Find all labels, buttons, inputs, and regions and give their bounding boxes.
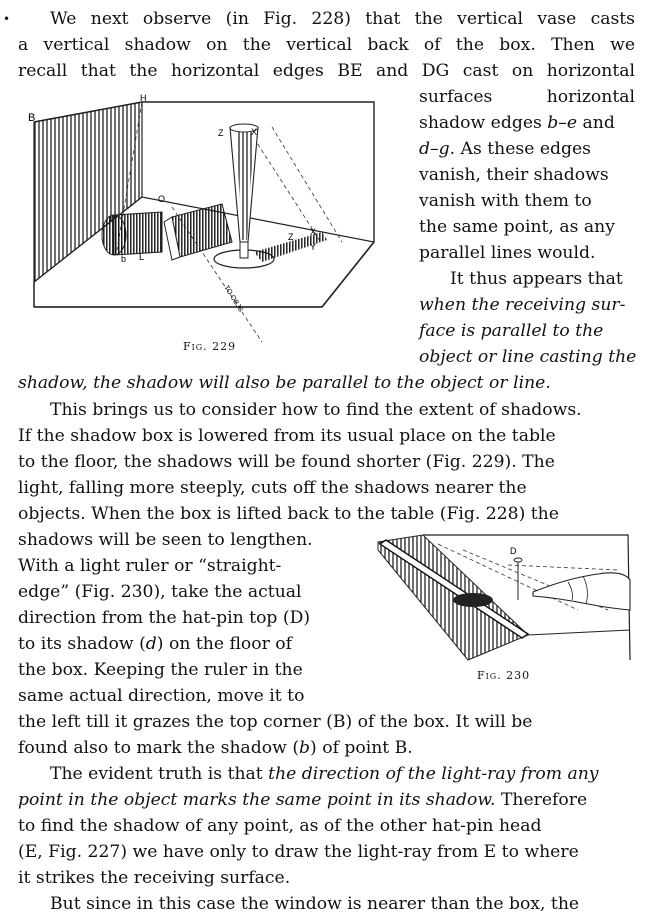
p1-line-6a: d–g <box>419 139 450 159</box>
p1-line-9: the same point, as any <box>419 217 615 237</box>
p4-line-1b: the direction of the light-ray from any <box>268 764 599 784</box>
p3-line-6: shadows will be seen to lengthen. <box>18 530 313 550</box>
p1-line-8: vanish with them to <box>419 191 592 211</box>
p4-line-1 <box>50 761 599 787</box>
p4-line-5: it strikes the receiving surface. <box>18 868 291 888</box>
p4-line-3: to find the shadow of any point, as of the other hat-pin head <box>18 816 542 836</box>
p4-line-2 <box>18 787 587 813</box>
fig228-label-B: B <box>28 112 36 124</box>
fig230-label-D: D <box>510 546 517 556</box>
fig228-label-H: H <box>140 93 147 103</box>
fig228-label-to-objs: TO OBJS <box>222 284 245 314</box>
p3-line-7: With a light ruler or “straight- <box>18 556 282 576</box>
fig228-label-b: b <box>121 254 127 264</box>
p3-line-14c: ) of point B. <box>310 738 413 758</box>
p1-line-5a: shadow edges <box>419 113 548 133</box>
p3-line-14a: found also to mark the shadow ( <box>18 738 300 758</box>
p3-line-9: direction from the hat-pin top (D) <box>18 608 311 628</box>
p3-line-5: objects. When the box is lifted back to the table (Fig. 228) the <box>18 504 559 524</box>
p3-line-10c: ) on the floor of <box>156 634 293 654</box>
p1-line-5c: and <box>577 113 615 133</box>
figure-230-caption: Fig. 230 <box>477 669 531 682</box>
p4-line-2a: point in the object marks the same point in its shadow. <box>18 790 496 810</box>
p3-line-14b: b <box>299 738 311 758</box>
p2-line-3: face is parallel to the <box>419 321 604 341</box>
p3-line-10b: d <box>145 634 157 654</box>
p1-line-2: a vertical shadow on the vertical back of the box. Then we <box>18 35 635 55</box>
p3-line-8: edge” (Fig. 230), take the actual <box>18 582 302 602</box>
figure-229-illustration <box>22 92 417 347</box>
fig228-label-O: O <box>158 194 166 204</box>
p3-line-10a: to its shadow ( <box>18 634 146 654</box>
p1-line-3: recall that the horizontal edges BE and DG cast on horizontal <box>18 61 635 81</box>
p3-line-10 <box>18 631 292 657</box>
p3-line-2: If the shadow box is lowered from its usual place on the table <box>18 426 556 446</box>
margin-bullet: • <box>3 12 11 26</box>
p1-line-10: parallel lines would. <box>419 243 596 263</box>
p3-line-4: light, falling more steeply, cuts off the shadows nearer the <box>18 478 527 498</box>
p1-line-1: We next observe (in Fig. 228) that the vertical vase casts <box>50 9 635 29</box>
fig228-label-Z1: Z <box>218 128 224 138</box>
p2-line-1: It thus appears that <box>450 269 623 289</box>
fig228-label-Y: Y <box>310 242 317 252</box>
p2-line-5: shadow, the shadow will also be parallel to the object or line. <box>18 373 551 393</box>
p5-line-1: But since in this case the window is nearer than the box, the <box>50 894 580 914</box>
fig228-label-X1: X <box>251 127 258 137</box>
p3-line-1: This brings us to consider how to find the extent of shadows. <box>50 400 582 420</box>
p4-line-2b: Therefore <box>495 790 588 810</box>
p1-line-4: surfaces horizontal <box>419 87 635 107</box>
p2-line-2: when the receiving sur- <box>419 295 626 315</box>
fig228-label-X2: X <box>310 227 317 237</box>
fig228-label-Z2: Z <box>288 232 294 242</box>
p1-line-6b: . As these edges <box>449 139 592 159</box>
p4-line-4: (E, Fig. 227) we have only to draw the light-ray from E to where <box>18 842 579 862</box>
p3-line-14 <box>18 735 413 761</box>
p3-line-11: the box. Keeping the ruler in the <box>18 660 303 680</box>
p3-line-3: to the floor, the shadows will be found shorter (Fig. 229). The <box>18 452 555 472</box>
p2-line-4: object or line casting the <box>419 347 637 367</box>
fig228-label-L: L <box>139 252 145 262</box>
p1-line-5b: b–e <box>547 113 578 133</box>
p1-line-6 <box>419 136 591 162</box>
p1-line-7: vanish, their shadows <box>419 165 609 185</box>
p3-line-12: same actual direction, move it to <box>18 686 305 706</box>
p1-line-5 <box>419 110 615 136</box>
figure-230-illustration <box>368 530 638 670</box>
figure-229-caption: Fig. 229 <box>183 340 237 353</box>
p3-line-13: the left till it grazes the top corner (B) of the box. It will be <box>18 712 533 732</box>
p4-line-1a: The evident truth is that <box>50 764 269 784</box>
